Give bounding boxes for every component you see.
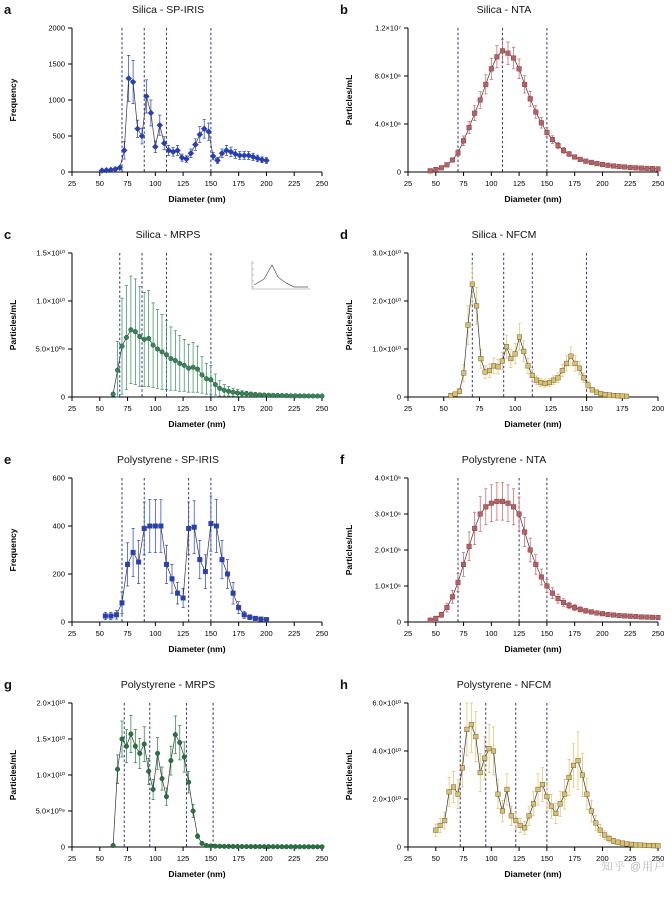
svg-text:200: 200 — [260, 629, 273, 638]
svg-text:100: 100 — [149, 629, 162, 638]
plot-d — [336, 243, 672, 443]
svg-text:225: 225 — [623, 854, 637, 863]
svg-text:Particles/mL: Particles/mL — [344, 74, 354, 126]
svg-text:175: 175 — [232, 854, 245, 863]
svg-text:250: 250 — [315, 404, 329, 413]
svg-text:200: 200 — [596, 179, 609, 188]
svg-text:175: 175 — [568, 179, 581, 188]
svg-text:250: 250 — [315, 179, 329, 188]
svg-text:50: 50 — [95, 404, 104, 413]
svg-text:125: 125 — [176, 179, 190, 188]
panel-label-d: d — [340, 227, 348, 242]
svg-text:175: 175 — [568, 854, 581, 863]
svg-text:75: 75 — [123, 854, 132, 863]
svg-text:8.0×10⁶: 8.0×10⁶ — [374, 71, 401, 81]
panel-title-b: Silica - NTA — [476, 4, 532, 16]
svg-text:0: 0 — [396, 617, 401, 627]
svg-text:175: 175 — [616, 404, 629, 413]
chart-svg-a — [0, 18, 336, 218]
panel-label-h: h — [340, 677, 348, 692]
svg-text:Frequency: Frequency — [8, 78, 18, 122]
series-line — [105, 524, 266, 620]
svg-text:125: 125 — [512, 854, 526, 863]
svg-text:Particles/mL: Particles/mL — [344, 299, 354, 351]
svg-text:3.0×10⁶: 3.0×10⁶ — [374, 509, 401, 519]
svg-text:500: 500 — [52, 131, 65, 141]
svg-text:150: 150 — [580, 404, 593, 413]
svg-text:250: 250 — [315, 629, 329, 638]
svg-text:2.0×10¹⁰: 2.0×10¹⁰ — [372, 296, 401, 306]
svg-text:Diameter (nm): Diameter (nm) — [504, 419, 562, 429]
svg-text:125: 125 — [512, 179, 526, 188]
svg-text:50: 50 — [439, 404, 448, 413]
svg-text:1.0×10¹⁰: 1.0×10¹⁰ — [36, 770, 65, 780]
series-line — [430, 51, 658, 171]
panel-a — [0, 0, 336, 225]
panel-label-g: g — [4, 677, 12, 692]
svg-text:2.0×10⁶: 2.0×10⁶ — [374, 545, 401, 555]
svg-text:1.0×10⁶: 1.0×10⁶ — [374, 581, 401, 591]
svg-text:4.0×10⁶: 4.0×10⁶ — [374, 473, 401, 483]
panel-d — [336, 225, 672, 450]
svg-text:Diameter (nm): Diameter (nm) — [504, 644, 562, 654]
svg-text:1.0×10¹⁰: 1.0×10¹⁰ — [372, 344, 401, 354]
panel-b — [336, 0, 672, 225]
chart-svg-b — [336, 18, 672, 218]
svg-text:100: 100 — [149, 404, 162, 413]
svg-text:75: 75 — [459, 629, 468, 638]
svg-text:1.0×10¹⁰: 1.0×10¹⁰ — [36, 296, 65, 306]
svg-text:200: 200 — [596, 854, 609, 863]
svg-text:50: 50 — [95, 854, 104, 863]
svg-text:75: 75 — [459, 854, 468, 863]
svg-text:175: 175 — [568, 629, 581, 638]
svg-text:175: 175 — [232, 179, 245, 188]
svg-text:4.0×10¹⁰: 4.0×10¹⁰ — [372, 746, 401, 756]
watermark: 知乎 @用户 — [601, 861, 666, 873]
svg-text:50: 50 — [95, 179, 104, 188]
chart-svg-f — [336, 468, 672, 668]
svg-text:Particles/mL: Particles/mL — [8, 749, 18, 801]
svg-text:Particles/mL: Particles/mL — [8, 299, 18, 351]
svg-text:25: 25 — [403, 404, 413, 413]
svg-text:1.2×10⁷: 1.2×10⁷ — [375, 23, 401, 33]
svg-text:Diameter (nm): Diameter (nm) — [504, 194, 562, 204]
svg-text:25: 25 — [67, 404, 77, 413]
svg-text:Particles/mL: Particles/mL — [344, 524, 354, 576]
panel-label-a: a — [4, 2, 12, 17]
svg-text:1.5×10¹⁰: 1.5×10¹⁰ — [36, 734, 65, 744]
plot-b — [336, 18, 672, 218]
svg-text:100: 100 — [485, 629, 498, 638]
chart-svg-e — [0, 468, 336, 668]
svg-text:225: 225 — [287, 854, 301, 863]
svg-text:150: 150 — [540, 179, 554, 188]
panel-label-c: c — [4, 227, 12, 242]
svg-text:250: 250 — [651, 629, 665, 638]
svg-text:225: 225 — [287, 404, 301, 413]
panel-label-b: b — [340, 2, 348, 17]
svg-text:1500: 1500 — [48, 59, 65, 69]
panel-title-e: Polystyrene - SP-IRIS — [116, 454, 220, 466]
svg-text:0: 0 — [60, 842, 65, 852]
svg-text:100: 100 — [149, 179, 162, 188]
plot-f — [336, 468, 672, 668]
svg-text:75: 75 — [123, 179, 132, 188]
svg-text:5.0×10⁰⁹: 5.0×10⁰⁹ — [35, 806, 65, 816]
svg-text:1.5×10¹⁰: 1.5×10¹⁰ — [36, 248, 65, 258]
svg-text:0: 0 — [396, 392, 401, 402]
series-line — [430, 501, 658, 620]
svg-text:0: 0 — [60, 167, 65, 177]
svg-text:0: 0 — [396, 842, 401, 852]
plot-e — [0, 468, 336, 668]
inset-plot — [244, 259, 310, 293]
svg-text:200: 200 — [260, 179, 273, 188]
svg-text:0: 0 — [396, 167, 401, 177]
svg-text:75: 75 — [123, 629, 132, 638]
panel-label-f: f — [340, 452, 345, 467]
svg-text:150: 150 — [204, 854, 218, 863]
svg-text:125: 125 — [176, 404, 190, 413]
plot-a — [0, 18, 336, 218]
svg-text:600: 600 — [52, 473, 65, 483]
plot-g — [0, 693, 336, 893]
svg-text:50: 50 — [431, 179, 440, 188]
svg-text:250: 250 — [315, 854, 329, 863]
svg-text:25: 25 — [67, 854, 77, 863]
svg-text:100: 100 — [508, 404, 522, 413]
chart-svg-d — [336, 243, 672, 443]
panel-c — [0, 225, 336, 450]
svg-text:200: 200 — [596, 629, 609, 638]
svg-text:150: 150 — [540, 854, 554, 863]
svg-text:Diameter (nm): Diameter (nm) — [168, 644, 226, 654]
svg-text:75: 75 — [459, 179, 468, 188]
svg-text:200: 200 — [260, 404, 273, 413]
svg-text:Particles/mL: Particles/mL — [344, 749, 354, 801]
svg-text:Frequency: Frequency — [8, 528, 18, 572]
svg-text:Diameter (nm): Diameter (nm) — [504, 869, 562, 879]
panel-g — [0, 675, 336, 900]
panel-title-g: Polystyrene - MRPS — [120, 679, 216, 691]
panel-title-c: Silica - MRPS — [135, 229, 201, 241]
svg-text:100: 100 — [485, 179, 498, 188]
svg-text:225: 225 — [287, 629, 301, 638]
plot-c — [0, 243, 336, 443]
svg-text:175: 175 — [232, 404, 245, 413]
svg-text:125: 125 — [176, 629, 190, 638]
panel-h — [336, 675, 672, 900]
chart-svg-c — [0, 243, 336, 443]
svg-text:200: 200 — [52, 569, 65, 579]
svg-text:50: 50 — [95, 629, 104, 638]
svg-text:0: 0 — [60, 617, 65, 627]
svg-text:225: 225 — [623, 629, 637, 638]
chart-svg-g — [0, 693, 336, 893]
svg-text:25: 25 — [67, 629, 77, 638]
svg-text:0: 0 — [60, 392, 65, 402]
svg-text:225: 225 — [287, 179, 301, 188]
svg-text:225: 225 — [623, 179, 637, 188]
svg-text:50: 50 — [431, 854, 440, 863]
svg-text:150: 150 — [540, 629, 554, 638]
svg-text:75: 75 — [123, 404, 132, 413]
svg-text:2000: 2000 — [48, 23, 65, 33]
svg-text:5.0×10⁰⁹: 5.0×10⁰⁹ — [35, 344, 65, 354]
svg-text:6.0×10¹⁰: 6.0×10¹⁰ — [372, 698, 401, 708]
svg-text:75: 75 — [475, 404, 484, 413]
svg-text:25: 25 — [403, 179, 413, 188]
svg-text:250: 250 — [651, 179, 665, 188]
panel-title-f: Polystyrene - NTA — [461, 454, 547, 466]
svg-text:125: 125 — [544, 404, 558, 413]
svg-text:4.0×10⁶: 4.0×10⁶ — [374, 119, 401, 129]
svg-text:150: 150 — [204, 629, 218, 638]
svg-text:25: 25 — [403, 854, 413, 863]
svg-text:50: 50 — [431, 629, 440, 638]
svg-text:250: 250 — [651, 854, 665, 863]
svg-text:25: 25 — [403, 629, 413, 638]
svg-text:100: 100 — [485, 854, 498, 863]
svg-text:1000: 1000 — [48, 95, 65, 105]
panel-label-e: e — [4, 452, 12, 467]
svg-text:150: 150 — [204, 179, 218, 188]
panel-title-d: Silica - NFCM — [471, 229, 537, 241]
panel-title-a: Silica - SP-IRIS — [131, 4, 205, 16]
svg-text:Diameter (nm): Diameter (nm) — [168, 194, 226, 204]
svg-text:2.0×10¹⁰: 2.0×10¹⁰ — [36, 698, 65, 708]
svg-text:2.0×10¹⁰: 2.0×10¹⁰ — [372, 794, 401, 804]
svg-text:125: 125 — [176, 854, 190, 863]
svg-text:25: 25 — [67, 179, 77, 188]
svg-text:150: 150 — [204, 404, 218, 413]
svg-text:Diameter (nm): Diameter (nm) — [168, 419, 226, 429]
svg-text:400: 400 — [52, 521, 65, 531]
svg-text:3.0×10¹⁰: 3.0×10¹⁰ — [372, 248, 401, 258]
panel-title-h: Polystyrene - NFCM — [456, 679, 552, 691]
panel-f — [336, 450, 672, 675]
panel-e — [0, 450, 336, 675]
svg-text:200: 200 — [651, 404, 665, 413]
svg-text:200: 200 — [260, 854, 273, 863]
svg-text:Diameter (nm): Diameter (nm) — [168, 869, 226, 879]
svg-text:125: 125 — [512, 629, 526, 638]
svg-text:175: 175 — [232, 629, 245, 638]
svg-text:100: 100 — [149, 854, 162, 863]
